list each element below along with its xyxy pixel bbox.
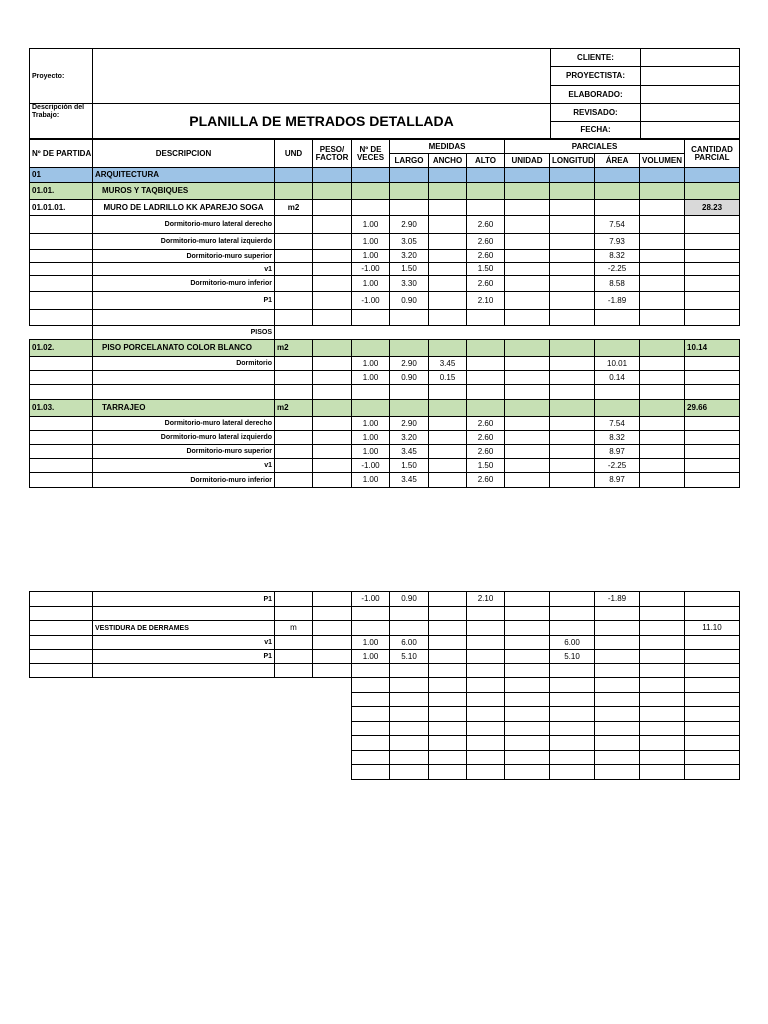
table-row[interactable] [30,445,740,459]
partida-cell: 01 [30,168,93,183]
veces-cell: 1.00 [352,636,390,650]
desc-cell: PISO PORCELANATO COLOR BLANCO [93,340,275,357]
largo-cell: 6.00 [390,636,429,650]
empty-row[interactable] [352,765,740,780]
col-parciales: PARCIALES [505,140,685,154]
fecha-value[interactable] [641,122,740,139]
area-cell: 8.58 [595,276,640,292]
partida-cell: 01.01. [30,183,93,200]
desc-cell: Dormitorio-muro inferior [93,276,275,292]
area-cell: 0.14 [595,371,640,385]
largo-cell: 0.90 [390,292,429,310]
table-row[interactable] [30,276,740,292]
alto-cell: 2.10 [467,592,505,607]
table-row[interactable] [30,216,740,234]
col-ancho: ANCHO [429,154,467,168]
table-row[interactable] [30,621,740,636]
veces-cell: 1.00 [352,650,390,664]
desc-cell: P1 [93,592,275,607]
cantidad-cell: 11.10 [685,621,740,636]
veces-cell: 1.00 [352,357,390,371]
elaborado-value[interactable] [641,86,740,104]
ancho-cell: 3.45 [429,357,467,371]
proyecto-label: Proyecto: [30,49,93,104]
veces-cell: -1.00 [352,592,390,607]
area-cell: 8.97 [595,445,640,459]
pisos-label-row [30,326,740,340]
table-row[interactable] [30,250,740,263]
proyectista-value[interactable] [641,67,740,86]
table-row[interactable] [30,592,740,607]
cantidad-cell: 29.66 [685,400,740,417]
veces-cell: 1.00 [352,431,390,445]
und-cell: m2 [275,340,313,357]
alto-cell: 2.60 [467,234,505,250]
desc-cell: Dormitorio-muro lateral derecho [93,216,275,234]
alto-cell: 2.10 [467,292,505,310]
col-und: UND [275,140,313,168]
veces-cell: 1.00 [352,473,390,488]
cantidad-cell: 10.14 [685,340,740,357]
column-header-row [30,140,740,154]
largo-cell: 0.90 [390,592,429,607]
table-row[interactable] [30,168,740,183]
und-cell: m [275,621,313,636]
proyectista-label: PROYECTISTA: [551,67,641,86]
desc-cell: v1 [93,636,275,650]
veces-cell: 1.00 [352,250,390,263]
desc-cell: MURO DE LADRILLO KK APAREJO SOGA [93,200,275,216]
area-cell: 8.32 [595,250,640,263]
veces-cell: 1.00 [352,276,390,292]
area-cell: 7.93 [595,234,640,250]
desc-cell: ARQUITECTURA [93,168,275,183]
largo-cell: 5.10 [390,650,429,664]
partida-cell: 01.02. [30,340,93,357]
largo-cell: 3.45 [390,473,429,488]
veces-cell: 1.00 [352,417,390,431]
longitud-cell: 6.00 [550,636,595,650]
metrados-table-continuation [29,591,740,678]
revisado-value[interactable] [641,104,740,122]
empty-row[interactable] [352,693,740,707]
area-cell: -1.89 [595,292,640,310]
empty-row[interactable] [352,751,740,765]
largo-cell: 0.90 [390,371,429,385]
desc-cell: v1 [93,459,275,473]
area-cell: 10.01 [595,357,640,371]
alto-cell: 2.60 [467,417,505,431]
table-row[interactable] [30,417,740,431]
alto-cell: 2.60 [467,216,505,234]
table-row[interactable] [30,400,740,417]
table-row[interactable] [30,473,740,488]
alto-cell: 2.60 [467,473,505,488]
veces-cell: 1.00 [352,371,390,385]
veces-cell: -1.00 [352,459,390,473]
table-row[interactable] [30,459,740,473]
table-row[interactable] [30,183,740,200]
largo-cell: 1.50 [390,263,429,276]
area-cell: -2.25 [595,263,640,276]
table-row[interactable] [30,200,740,216]
table-row[interactable] [30,607,740,621]
empty-row[interactable] [352,736,740,751]
col-peso: PESO/ FACTOR [313,140,352,168]
desc-cell: Dormitorio-muro inferior [93,473,275,488]
veces-cell: -1.00 [352,292,390,310]
desc-cell: Dormitorio-muro lateral izquierdo [93,431,275,445]
alto-cell: 2.60 [467,250,505,263]
veces-cell: 1.00 [352,234,390,250]
desc-cell: P1 [93,292,275,310]
empty-row[interactable] [352,707,740,722]
alto-cell: 1.50 [467,459,505,473]
table-row[interactable] [30,385,740,400]
veces-cell: 1.00 [352,216,390,234]
cliente-value[interactable] [641,49,740,67]
metrados-table [29,139,740,488]
table-row[interactable] [30,431,740,445]
descripcion-label: Descripción del Trabajo: [30,104,93,139]
desc-cell: TARRAJEO [93,400,275,417]
col-unidad: UNIDAD [505,154,550,168]
col-alto: ALTO [467,154,505,168]
elaborado-label: ELABORADO: [551,86,641,104]
col-cantidad: CANTIDAD PARCIAL [685,140,740,168]
desc-cell: MUROS Y TAQBIQUES [93,183,275,200]
desc-cell: VESTIDURA DE DERRAMES [93,621,275,636]
table-row[interactable] [30,234,740,250]
desc-cell: Dormitorio [93,357,275,371]
partida-cell: 01.01.01. [30,200,93,216]
veces-cell: 1.00 [352,445,390,459]
area-cell: 7.54 [595,417,640,431]
table-row[interactable] [30,664,740,678]
desc-cell: Dormitorio-muro superior [93,250,275,263]
table-row[interactable] [30,292,740,310]
desc-cell: P1 [93,650,275,664]
proyecto-value[interactable] [93,49,551,104]
und-cell: m2 [275,400,313,417]
largo-cell: 1.50 [390,459,429,473]
largo-cell: 3.20 [390,431,429,445]
empty-row[interactable] [352,678,740,693]
empty-row[interactable] [352,722,740,736]
cliente-label: CLIENTE: [551,49,641,67]
ancho-cell: 0.15 [429,371,467,385]
largo-cell: 2.90 [390,216,429,234]
area-cell: -2.25 [595,459,640,473]
page-title: PLANILLA DE METRADOS DETALLADA [93,104,551,139]
partida-cell: 01.03. [30,400,93,417]
alto-cell: 2.60 [467,431,505,445]
col-volumen: VOLUMEN [640,154,685,168]
cantidad-cell: 28.23 [685,200,740,216]
col-medidas: MEDIDAS [390,140,505,154]
desc-cell: v1 [93,263,275,276]
largo-cell: 2.90 [390,417,429,431]
area-cell: 8.32 [595,431,640,445]
header-table [29,48,740,139]
col-partida: Nº DE PARTIDA [30,140,93,168]
revisado-label: REVISADO: [551,104,641,122]
col-area: ÁREA [595,154,640,168]
desc-cell: Dormitorio-muro lateral izquierdo [93,234,275,250]
table-row[interactable] [30,650,740,664]
largo-cell: 3.05 [390,234,429,250]
table-row[interactable] [30,340,740,357]
table-row[interactable] [30,310,740,326]
alto-cell: 1.50 [467,263,505,276]
col-longitud: LONGITUD [550,154,595,168]
table-row[interactable] [30,263,740,276]
col-descripcion: DESCRIPCION [93,140,275,168]
veces-cell: -1.00 [352,263,390,276]
table-row[interactable] [30,371,740,385]
longitud-cell: 5.10 [550,650,595,664]
largo-cell: 3.45 [390,445,429,459]
alto-cell: 2.60 [467,445,505,459]
largo-cell: 2.90 [390,357,429,371]
table-row[interactable] [30,636,740,650]
table-row[interactable] [30,357,740,371]
largo-cell: 3.30 [390,276,429,292]
area-cell: 8.97 [595,473,640,488]
und-cell: m2 [275,200,313,216]
desc-cell: Dormitorio-muro superior [93,445,275,459]
col-veces: Nº DE VECES [352,140,390,168]
empty-grid [351,677,740,780]
col-largo: LARGO [390,154,429,168]
fecha-label: FECHA: [551,122,641,139]
area-cell: 7.54 [595,216,640,234]
desc-cell: Dormitorio-muro lateral derecho [93,417,275,431]
largo-cell: 3.20 [390,250,429,263]
area-cell: -1.89 [595,592,640,607]
alto-cell: 2.60 [467,276,505,292]
pisos-label: PISOS [93,326,275,340]
